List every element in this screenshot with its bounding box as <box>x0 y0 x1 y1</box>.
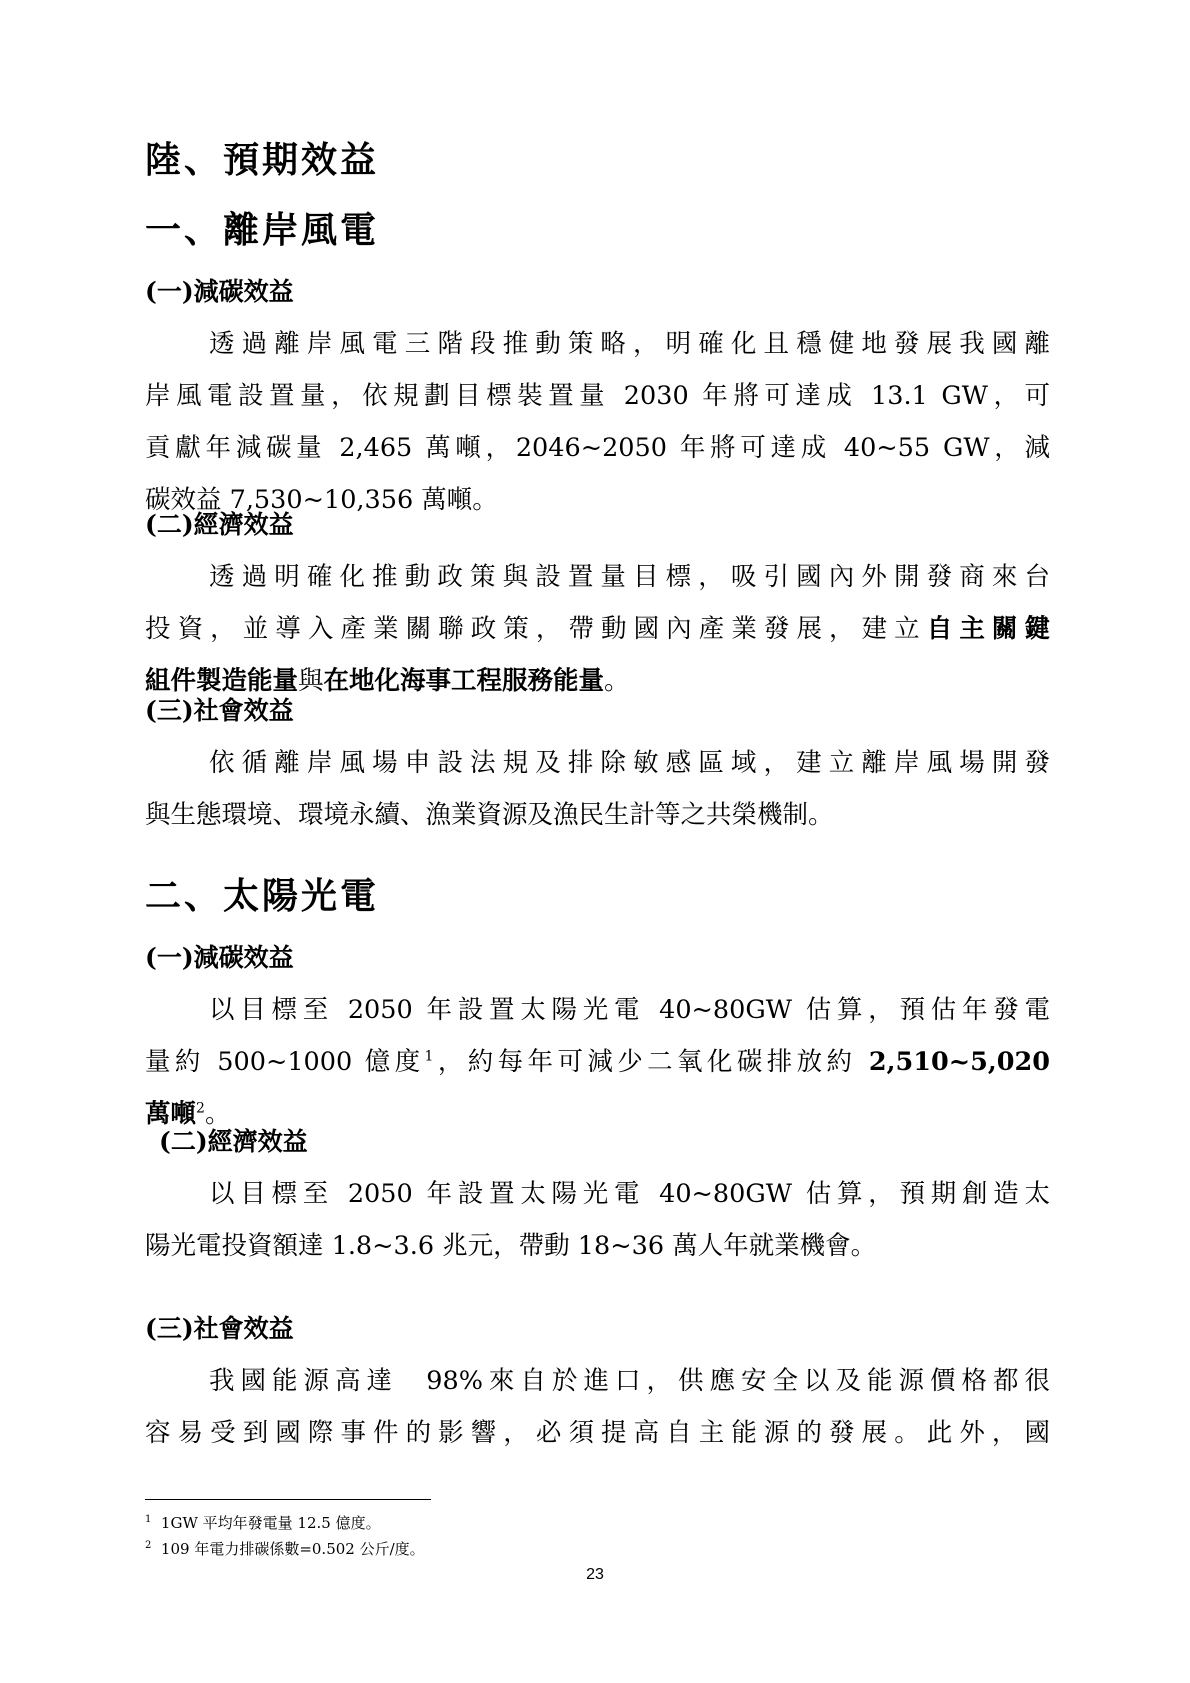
section-title: 陸、預期效益 <box>145 139 380 181</box>
footnote-number: 1 <box>145 1514 152 1525</box>
footnote-text: 109 年電力排碳係數=0.502 公斤/度。 <box>160 1540 425 1558</box>
part1-sub2-paragraph <box>145 551 1050 707</box>
part1-sub2-heading: (二)經濟效益 <box>145 510 294 539</box>
footnote-2 <box>145 1538 425 1559</box>
paragraph-line: 容易受到國際事件的影響，必須提高自主能源的發展。此外，國 <box>145 1418 1050 1448</box>
line-text: ，約每年可減少二氧化碳排放約 <box>433 1047 869 1077</box>
paragraph-line: 以目標至 2050 年設置太陽光電 40~80GW 估算，預期創造太 <box>209 1179 1050 1209</box>
part2-sub2-heading: (二)經濟效益 <box>159 1127 308 1156</box>
paragraph-line: 透過離岸風電三階段推動策略，明確化且穩健地發展我國離 <box>209 329 1050 359</box>
part1-sub3-paragraph <box>145 737 1050 841</box>
part2-sub1-paragraph <box>145 984 1050 1140</box>
part2-sub2-paragraph <box>145 1168 1050 1272</box>
part2-sub3-paragraph <box>145 1355 1050 1459</box>
line-text: 投資，並導入產業關聯政策，帶動國內產業發展，建立 <box>145 614 927 644</box>
part1-sub1-heading: (一)減碳效益 <box>145 277 294 306</box>
footnote-1 <box>145 1512 381 1533</box>
footnote-ref[interactable]: 2 <box>196 1100 205 1117</box>
bold-phrase: 2,510~5,020 <box>868 1047 1050 1077</box>
part1-sub1-paragraph <box>145 318 1050 526</box>
paragraph-line: 依循離岸風場申設法規及排除敏感區域，建立離岸風場開發 <box>209 748 1050 778</box>
paragraph-line: 貢獻年減碳量 2,465 萬噸，2046~2050 年將可達成 40~55 GW，減 <box>145 433 1050 463</box>
paragraph-line: 碳效益 7,530~10,356 萬噸。 <box>145 485 498 515</box>
paragraph-line: 與生態環境、環境永續、漁業資源及漁民生計等之共榮機制。 <box>145 800 834 830</box>
bold-phrase: 自主關鍵 <box>926 614 1050 644</box>
paragraph-line <box>145 603 1050 655</box>
paragraph-line: 以目標至 2050 年設置太陽光電 40~80GW 估算，預估年發電 <box>209 995 1050 1025</box>
part2-sub1-heading: (一)減碳效益 <box>145 943 294 972</box>
part2-title: 二、太陽光電 <box>145 875 380 917</box>
part1-sub3-heading: (三)社會效益 <box>145 696 294 725</box>
line-text: 。 <box>604 666 630 696</box>
page-number: 23 <box>586 1566 604 1583</box>
bold-phrase: 萬噸 <box>145 1099 197 1129</box>
part2-sub3-heading: (三)社會效益 <box>145 1314 294 1343</box>
footnote-ref[interactable]: 1 <box>424 1048 434 1065</box>
part1-title: 一、離岸風電 <box>145 209 380 251</box>
bold-phrase: 在地化海事工程服務能量 <box>323 666 605 696</box>
paragraph-line <box>145 1036 1050 1088</box>
paragraph-line: 透過明確化推動政策與設置量目標，吸引國內外開發商來台 <box>209 562 1050 592</box>
footnote-number: 2 <box>145 1540 152 1551</box>
bold-phrase: 組件製造能量 <box>145 666 299 696</box>
footnote-text: 1GW 平均年發電量 12.5 億度。 <box>160 1514 381 1532</box>
line-text: 量約 500~1000 億度 <box>145 1047 425 1077</box>
footnote-separator <box>145 1499 431 1500</box>
paragraph-line: 陽光電投資額達 1.8~3.6 兆元，帶動 18~36 萬人年就業機會。 <box>145 1231 877 1261</box>
line-text: 。 <box>204 1099 231 1129</box>
paragraph-line: 我國能源高達 98%來自於進口，供應安全以及能源價格都很 <box>209 1366 1050 1396</box>
line-text: 與 <box>298 666 324 696</box>
paragraph-line: 岸風電設置量，依規劃目標裝置量 2030 年將可達成 13.1 GW，可 <box>145 381 1050 411</box>
